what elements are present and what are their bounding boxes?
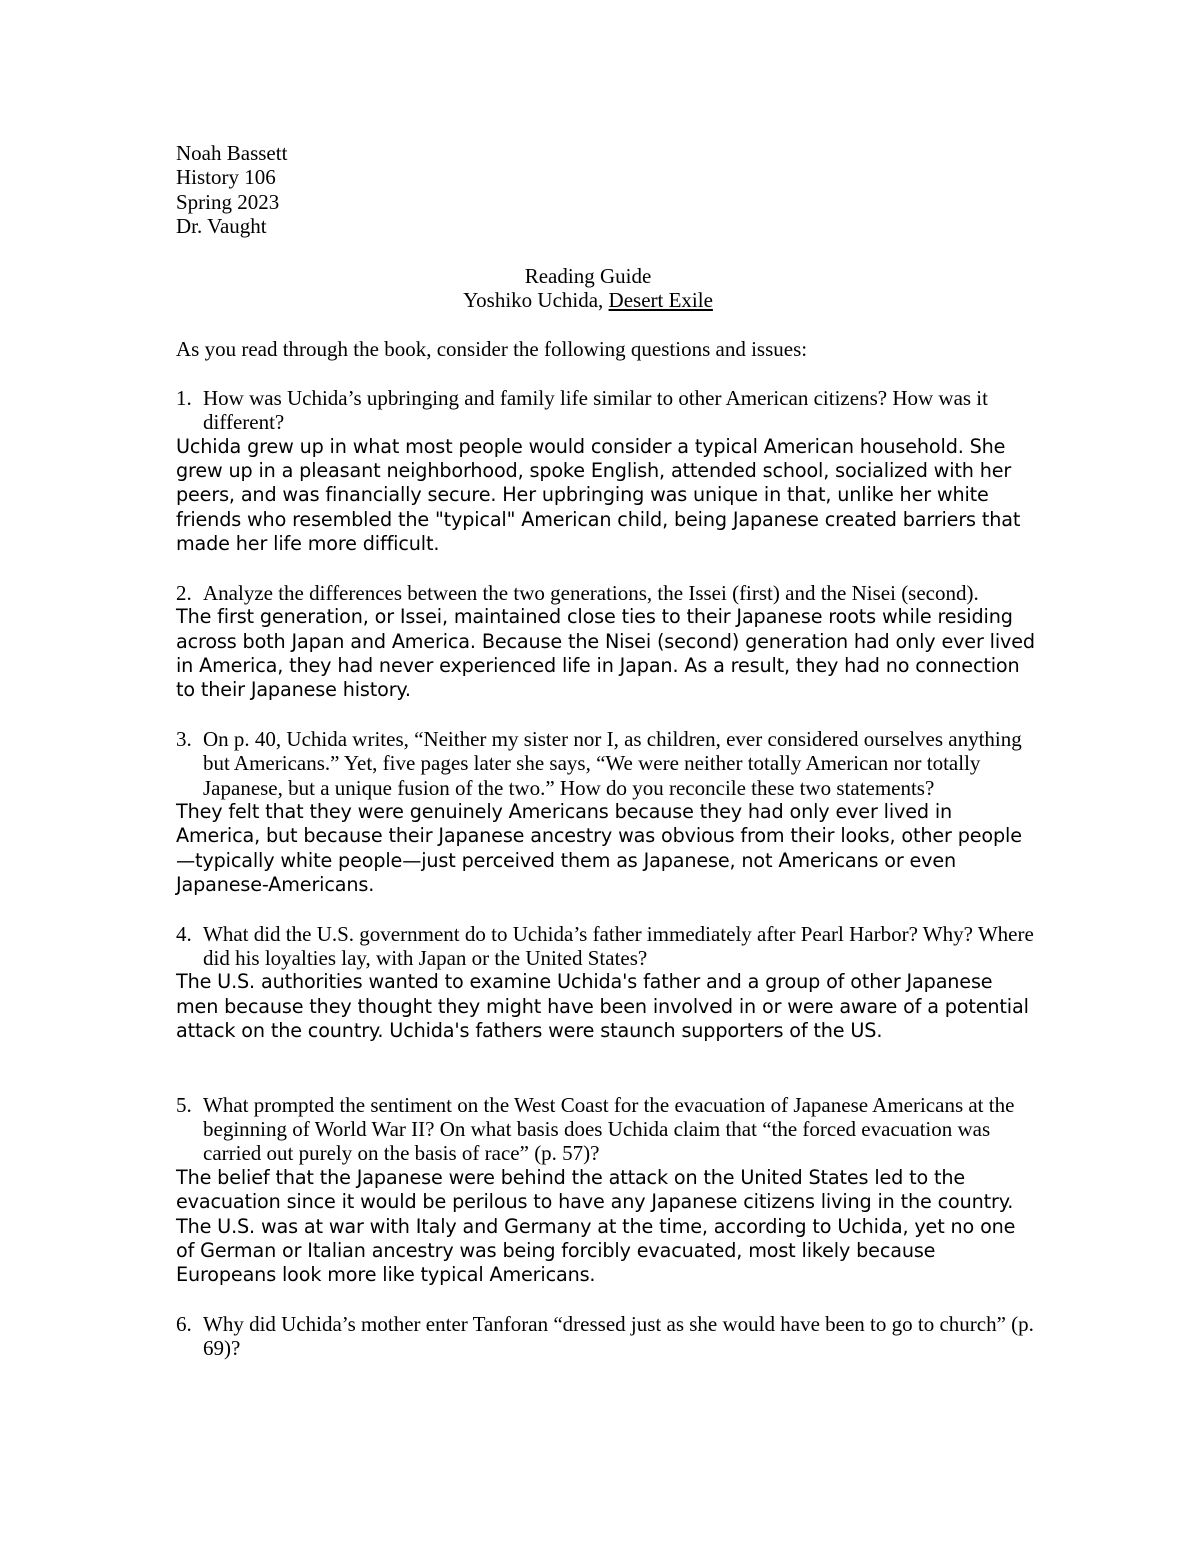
answer-text: The first generation, or Issei, maintained close ties to their Japanese roots while residing across both Japan and America. Because the Nisei (second) generation had only ever lived in America, they had never experienced life in Japan. As a result, they had no connection to their Japanese history. xyxy=(176,605,1035,702)
document-title xyxy=(140,264,1036,313)
question-number: 1. xyxy=(176,385,192,410)
title-line: Reading Guide xyxy=(524,263,652,288)
book-reference xyxy=(140,288,1036,312)
document-content xyxy=(176,141,1036,1361)
course-name: History 106 xyxy=(176,165,276,190)
qa-item-3 xyxy=(176,727,1036,898)
question xyxy=(176,386,1036,435)
question-text: What did the U.S. government do to Uchida’s father immediately after Pearl Harbor? Why? Where did his loyalties lay, with Japan or the United States? xyxy=(203,921,1034,970)
answer-text: The belief that the Japanese were behind the attack on the United States led to the evacuation since it would be perilous to have any Japanese citizens living in the country. The U.S. was at war with Italy and Germany at the time, according to Uchida, yet no one of German or Italian ancestry was being forcibly evacuated, most likely because Europeans look more like typical Americans. xyxy=(176,1165,1016,1287)
book-author: Yoshiko Uchida, xyxy=(463,288,604,313)
question-text: Analyze the differences between the two generations, the Issei (first) and the Nisei (second). xyxy=(203,580,979,605)
question-number: 2. xyxy=(176,580,192,605)
question-text: What prompted the sentiment on the West Coast for the evacuation of Japanese Americans at the beginning of World War II? On what basis does Uchida claim that “the forced evacuation was carried out purely on the basis of race” (p. 57)? xyxy=(203,1092,1015,1166)
answer-text: Uchida grew up in what most people would consider a typical American household. She grew up in a pleasant neighborhood, spoke English, attended school, socialized with her peers, and was financially secure. Her upbringing was unique in that, unlike her white friends who resembled the "typical" American child, being Japanese created barriers that made her life more difficult. xyxy=(176,434,1021,556)
qa-item-6 xyxy=(176,1312,1036,1361)
answer-text: They felt that they were genuinely Americans because they had only ever lived in America, but because their Japanese ancestry was obvious from their looks, other people—typically white people—just perceived them as Japanese, not Americans or even Japanese-Americans. xyxy=(176,799,1022,897)
instructor-name: Dr. Vaught xyxy=(176,214,267,239)
question-number: 4. xyxy=(176,921,192,946)
qa-item-5 xyxy=(176,1093,1036,1288)
question-number: 6. xyxy=(176,1311,192,1336)
book-title: Desert Exile xyxy=(608,288,713,313)
student-name: Noah Bassett xyxy=(176,141,288,165)
qa-item-2 xyxy=(176,581,1036,703)
question-text: How was Uchida’s upbringing and family life similar to other American citizens? How was it different? xyxy=(203,385,988,435)
question-number: 5. xyxy=(176,1092,192,1117)
question-number: 3. xyxy=(176,726,192,751)
question-text: Why did Uchida’s mother enter Tanforan “dressed just as she would have been to go to church” (p. 69)? xyxy=(203,1311,1034,1361)
term: Spring 2023 xyxy=(176,189,280,214)
question xyxy=(176,727,1036,800)
answer-text: The U.S. authorities wanted to examine Uchida's father and a group of other Japanese men because they thought they might have been involved in or were aware of a potential attack on the country. Uchida's fathers were staunch supporters of the US. xyxy=(176,970,1029,1043)
question xyxy=(176,922,1036,971)
question xyxy=(176,581,1036,605)
question xyxy=(176,1312,1036,1361)
question xyxy=(176,1093,1036,1166)
qa-item-1 xyxy=(176,386,1036,557)
qa-item-4 xyxy=(176,922,1036,1044)
student-header xyxy=(176,141,1036,239)
question-text: On p. 40, Uchida writes, “Neither my sister nor I, as children, ever considered ourselves anything but Americans.” Yet, five pages later she says, “We were neither totally American nor totally Japanese, but a unique fusion of the two.” How do you reconcile these two statements? xyxy=(203,726,1022,800)
intro-text: As you read through the book, consider the following questions and issues: xyxy=(176,337,808,362)
